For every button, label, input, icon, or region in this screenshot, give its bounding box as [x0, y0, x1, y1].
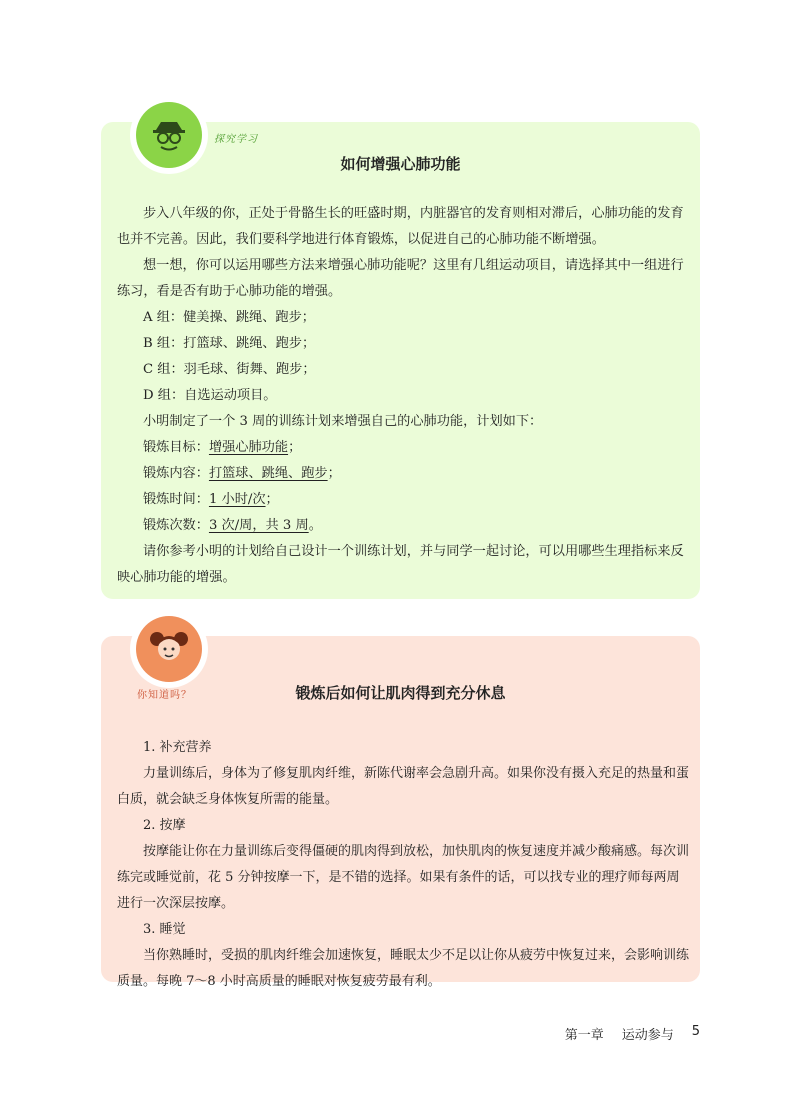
explore-paragraph-1: 步入八年级的你，正处于骨骼生长的旺盛时期，内脏器官的发育则相对滞后，心肺功能的发育也并不完善。因此，我们要科学地进行体育锻炼，以促进自己的心肺功能不断增强。	[117, 206, 684, 247]
chapter-label: 第一章	[564, 1028, 604, 1043]
know-body	[117, 735, 692, 995]
explore-title: 如何增强心肺功能	[340, 155, 461, 173]
know-heading-3: 3. 睡觉	[143, 922, 186, 937]
explore-body	[117, 201, 692, 591]
group-c: C 组：羽毛球、街舞、跑步；	[143, 362, 316, 377]
explore-paragraph-4: 请你参考小明的计划给自己设计一个训练计划，并与同学一起讨论，可以用哪些生理指标来反映心肺功能的增强。	[117, 544, 684, 585]
group-a: A 组：健美操、跳绳、跑步；	[143, 310, 315, 325]
explore-paragraph-3: 小明制定了一个 3 周的训练计划来增强自己的心肺功能，计划如下：	[143, 414, 543, 429]
page-number: 5	[691, 1024, 700, 1039]
know-heading-2: 2. 按摩	[143, 818, 186, 833]
plan-content: 锻炼内容：打篮球、跳绳、跑步；	[143, 466, 341, 481]
explore-paragraph-2: 想一想，你可以运用哪些方法来增强心肺功能呢？这里有几组运动项目，请选择其中一组进行练习，看是否有助于心肺功能的增强。	[117, 258, 684, 299]
know-heading-1: 1. 补充营养	[143, 740, 212, 755]
explore-tag: 探究学习	[214, 134, 258, 145]
plan-goal: 锻炼目标：增强心肺功能；	[143, 440, 302, 455]
plan-frequency: 锻炼次数：3 次/周，共 3 周。	[143, 518, 322, 533]
plan-time: 锻炼时间：1 小时/次；	[143, 492, 279, 507]
girl-icon	[147, 627, 191, 671]
detective-icon	[147, 113, 191, 157]
page-footer	[565, 1024, 700, 1043]
know-tag: 你知道吗？	[137, 690, 192, 701]
group-b: B 组：打篮球、跳绳、跑步；	[143, 336, 316, 351]
know-badge	[130, 610, 208, 688]
know-title: 锻炼后如何让肌肉得到充分休息	[295, 684, 506, 702]
group-d: D 组：自选运动项目。	[143, 388, 277, 403]
know-text-3: 当你熟睡时，受损的肌肉纤维会加速恢复，睡眠太少不足以让你从疲劳中恢复过来，会影响训练质量。每晚 7～8 小时高质量的睡眠对恢复疲劳最有利。	[117, 948, 690, 989]
section-label: 运动参与	[621, 1028, 674, 1043]
know-text-2: 按摩能让你在力量训练后变得僵硬的肌肉得到放松，加快肌肉的恢复速度并减少酸痛感。每次训练完或睡觉前，花 5 分钟按摩一下，是不错的选择。如果有条件的话，可以找专业的理疗师每两周进行一次深层按摩。	[117, 844, 690, 911]
know-text-1: 力量训练后，身体为了修复肌肉纤维，新陈代谢率会急剧升高。如果你没有摄入充足的热量和蛋白质，就会缺乏身体恢复所需的能量。	[117, 766, 690, 807]
